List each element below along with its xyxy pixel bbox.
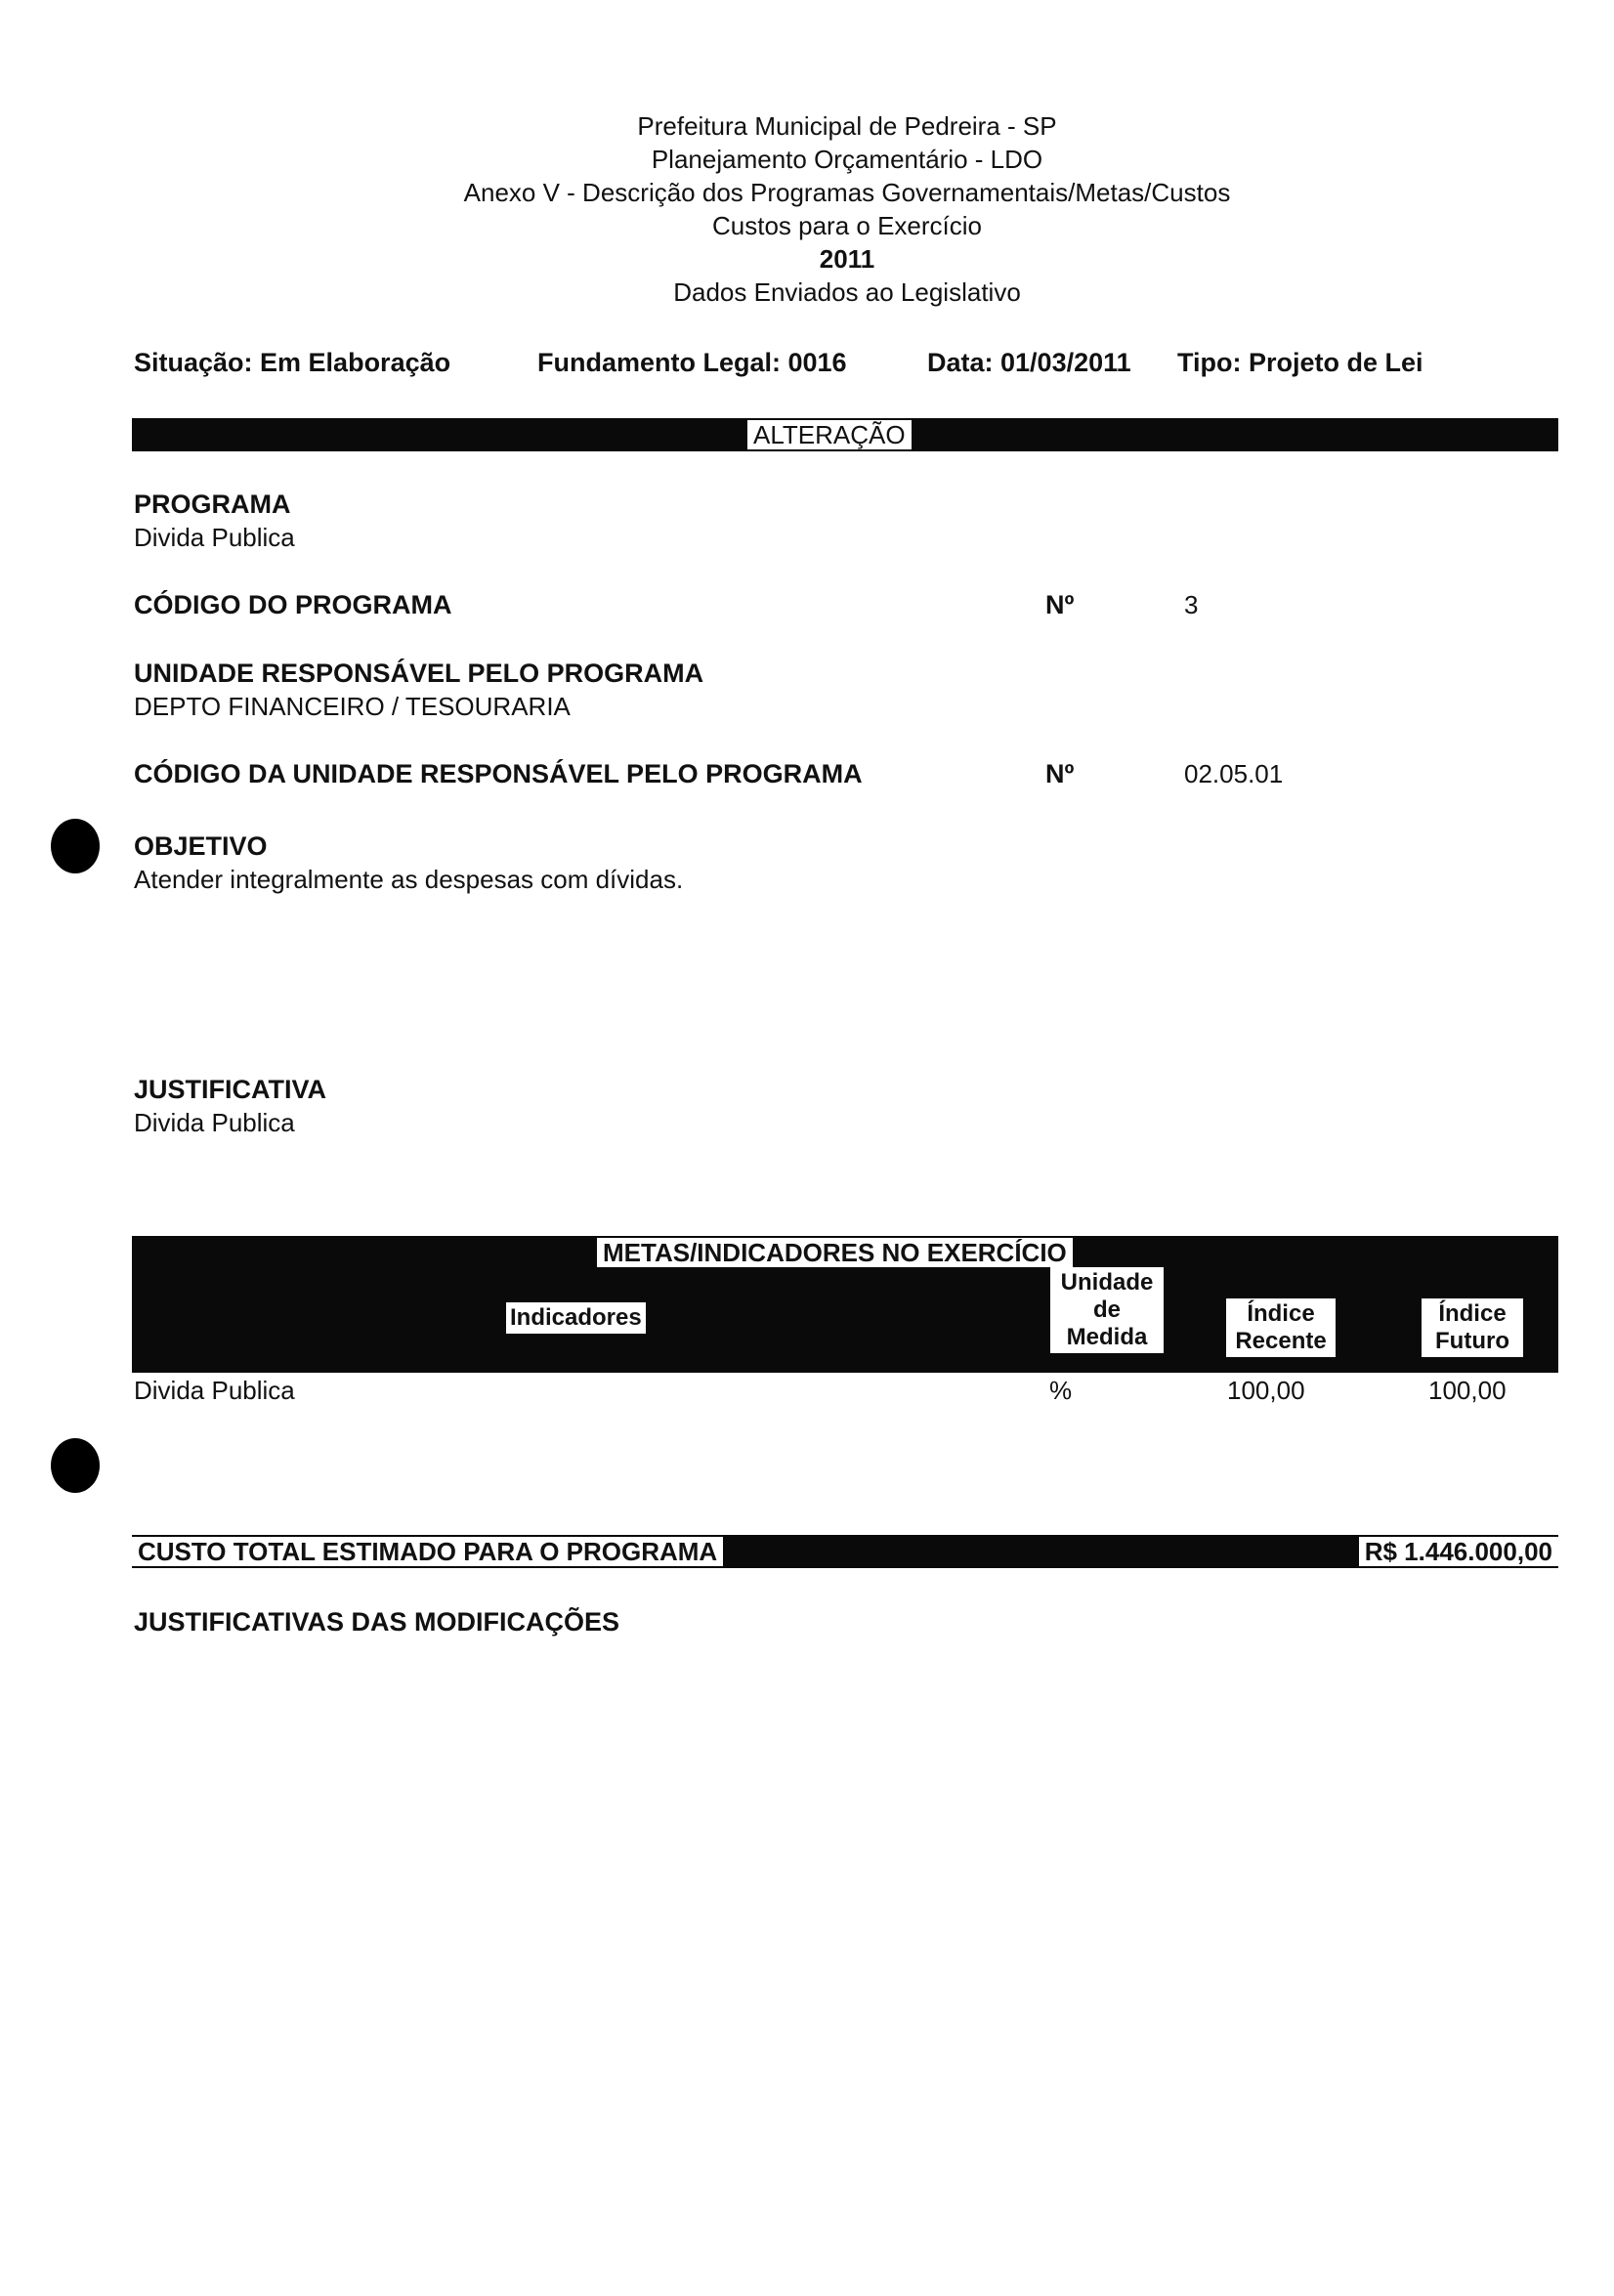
- objetivo-value: Atender integralmente as despesas com dívidas.: [134, 865, 684, 894]
- tipo-text: Tipo: Projeto de Lei: [1177, 348, 1423, 377]
- unidade-label: UNIDADE RESPONSÁVEL PELO PROGRAMA: [134, 659, 704, 688]
- codigo-programa-value: 3: [1184, 590, 1199, 619]
- codigo-unidade-value: 02.05.01: [1184, 759, 1284, 788]
- programa-label: PROGRAMA: [134, 489, 291, 519]
- col-indice-recente: Índice Recente: [1226, 1298, 1336, 1357]
- col-indicadores: Indicadores: [506, 1302, 646, 1334]
- justificativas-modificacoes-label: JUSTIFICATIVAS DAS MODIFICAÇÕES: [134, 1607, 620, 1637]
- custo-total-label: CUSTO TOTAL ESTIMADO PARA O PROGRAMA: [132, 1537, 723, 1566]
- col-indice-futuro: Índice Futuro: [1422, 1298, 1523, 1357]
- row-futuro: 100,00: [1428, 1376, 1507, 1405]
- data-text: Data: 01/03/2011: [927, 348, 1131, 377]
- row-indicador: Divida Publica: [134, 1376, 295, 1405]
- header-municipality: Prefeitura Municipal de Pedreira - SP: [637, 111, 1057, 141]
- metas-table-header: [132, 1236, 1558, 1373]
- fundamento-text: Fundamento Legal: 0016: [537, 348, 847, 377]
- unidade-value: DEPTO FINANCEIRO / TESOURARIA: [134, 692, 571, 721]
- custo-total-value: R$ 1.446.000,00: [1359, 1537, 1558, 1566]
- punch-hole-mark: [51, 1438, 100, 1493]
- alteracao-label: ALTERAÇÃO: [747, 420, 912, 449]
- programa-value: Divida Publica: [134, 523, 295, 552]
- situacao-text: Situação: Em Elaboração: [134, 348, 451, 377]
- codigo-programa-label: CÓDIGO DO PROGRAMA: [134, 590, 452, 619]
- justificativa-value: Divida Publica: [134, 1108, 295, 1137]
- codigo-unidade-label: CÓDIGO DA UNIDADE RESPONSÁVEL PELO PROGRAMA: [134, 759, 863, 788]
- header-annex: Anexo V - Descrição dos Programas Governamentais/Metas/Custos: [463, 178, 1231, 207]
- row-unidade: %: [1049, 1376, 1073, 1405]
- codigo-unidade-no: Nº: [1045, 759, 1075, 788]
- header-sent: Dados Enviados ao Legislativo: [673, 277, 1021, 307]
- header-planning: Planejamento Orçamentário - LDO: [651, 145, 1043, 174]
- justificativa-label: JUSTIFICATIVA: [134, 1075, 327, 1104]
- objetivo-label: OBJETIVO: [134, 831, 268, 861]
- punch-hole-mark: [51, 819, 100, 873]
- codigo-programa-no: Nº: [1045, 590, 1075, 619]
- row-recente: 100,00: [1227, 1376, 1305, 1405]
- metas-title: METAS/INDICADORES NO EXERCÍCIO: [597, 1238, 1073, 1267]
- header-year: 2011: [819, 244, 875, 274]
- custo-total-bar: [132, 1535, 1558, 1568]
- alteracao-bar: [132, 418, 1558, 451]
- header-costs: Custos para o Exercício: [711, 211, 982, 240]
- document-header: [0, 109, 1614, 309]
- col-unidade-medida: Unidade de Medida: [1050, 1267, 1164, 1353]
